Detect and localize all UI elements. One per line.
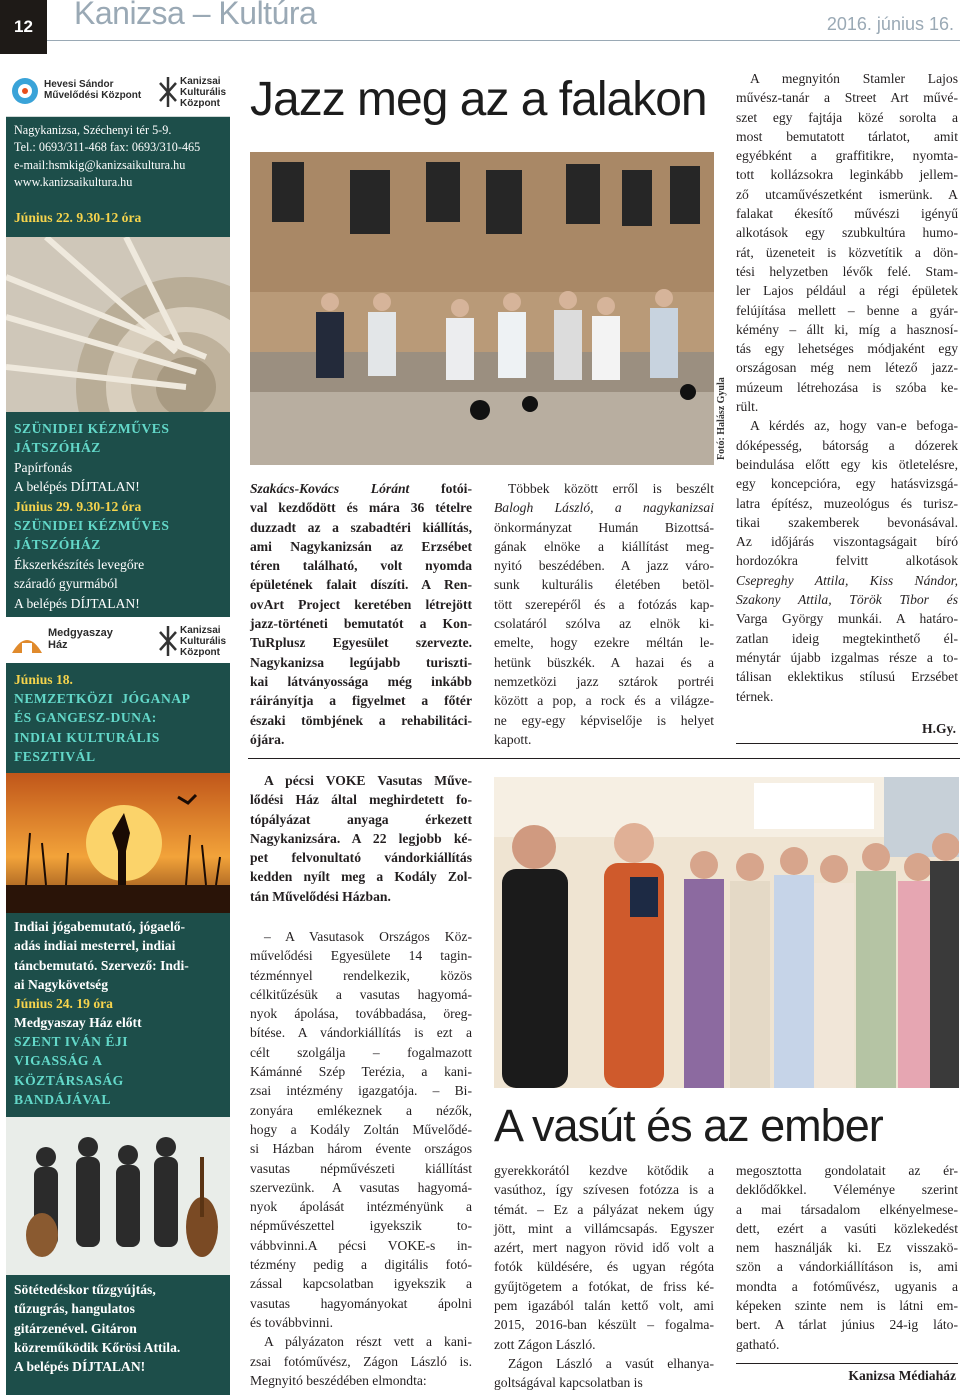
- lead-line: kedden nyílt meg a Kodály Zol-: [250, 869, 472, 885]
- article-1-signature: H.Gy.: [922, 721, 956, 736]
- body-line: bert. A tárlat június 24-ig láto-: [736, 1317, 958, 1333]
- lead-line: északi tömbjének a rehabilitáci-: [250, 712, 472, 728]
- body-line: tézménnyel rendelkezik, közös: [250, 967, 472, 983]
- body-line: rát, üzeneteit is közvetítik a dön-: [736, 244, 958, 260]
- lead-line: jazz-történeti bemutatót a Kon-: [250, 616, 472, 632]
- lead-line: A pécsi VOKE Vasutas Műve-: [264, 773, 472, 788]
- lead-line: téren található, volt nyomda: [250, 558, 472, 574]
- lead-line: Nagykanizsára. A 22 legjobb ké-: [250, 830, 472, 846]
- lead-line: Nagykanizsa legújabb turiszti-: [250, 654, 472, 670]
- logo-strip: [6, 67, 230, 117]
- lead-line: lődési Ház által meghirdetett fo-: [250, 792, 472, 808]
- article-1-col-2: [494, 479, 714, 749]
- event-title-3: NEMZETKÖZI JÓGANAP ÉS GANGESZ-DUNA: INDIAI KULTURÁLIS FESZTIVÁL: [14, 691, 191, 764]
- article-2-col-2: [494, 1161, 714, 1393]
- weaving-image: [6, 237, 230, 412]
- lead-line: tán Művelődési Házban.: [250, 888, 391, 904]
- exhibition-image: [250, 152, 714, 465]
- lead-line: ovArt Project keretében létrejött: [250, 596, 472, 612]
- event-date-3: Június 18.: [14, 672, 73, 687]
- body-line: gyerekkorától kezdve kötődik a: [494, 1163, 714, 1178]
- railway-exhibition-photo: [494, 777, 959, 1088]
- body-line: Csepreghy Attila, Kiss Nándor,: [736, 572, 958, 588]
- body-line: gatható.: [736, 1336, 780, 1352]
- page-number: 12: [0, 0, 47, 54]
- photo-credit: Fotó: Halász Gyula: [716, 377, 727, 460]
- body-line: goltságával kapcsolatban is: [494, 1375, 643, 1391]
- body-line: nyok ápolását intézményünk a: [250, 1199, 472, 1215]
- body-line: tott kollázsokra leginkább jellem-: [736, 167, 958, 183]
- exhibition-photo: [250, 152, 714, 465]
- article-2-headline: A vasút és az ember: [494, 1100, 883, 1151]
- event-desc-2: Ékszerkészítés levegőre száradó gyurmából A belépés DÍJTALAN!: [14, 557, 145, 611]
- body-line: önkormányzat Humán Bizottsá-: [494, 519, 714, 535]
- lead-line: épületének falait díszíti. A Ren-: [250, 577, 472, 593]
- kkk-logo-text: Kanizsai Kulturális Központ: [180, 76, 227, 109]
- event-desc-4: Sötétedéskor tűzgyújtás, tűzugrás, hangulatos gitárzenével. Gitáron közreműködik Kőrösi Attila. A belépés DÍJTALAN!: [14, 1282, 181, 1375]
- body-line: gyűjtögetem a fotókat, de friss ké-: [494, 1278, 714, 1294]
- article-2-signature: Kanizsa Médiaház: [848, 1368, 956, 1383]
- body-line: rült.: [736, 399, 759, 415]
- body-line: A megnyitón Stamler Lajos: [750, 71, 958, 86]
- body-line: tézmény pedig a digitális fotó-: [250, 1257, 472, 1273]
- body-line: hetünk büszkék. A hazai és a: [494, 654, 714, 670]
- body-line: zsai fotóművész, Zágon László is.: [250, 1353, 472, 1369]
- body-line: beindulása előtt egy kis ötletelésre,: [736, 456, 958, 472]
- contact-info: Nagykanizsa, Széchenyi tér 5-9. Tel.: 0693/311-468 fax: 0693/310-465 e-mail:hsmkig@kanizsaikultura.hu www.kanizsaikultura.hu: [14, 123, 201, 189]
- body-line: ménytár újabb izgalmas része a to-: [736, 649, 958, 665]
- body-line: Varga György munkái. A határo-: [736, 611, 958, 627]
- body-line: latra építész, muzeológus és turisz-: [736, 495, 958, 511]
- header-rule: [47, 40, 960, 41]
- body-line: Zágon László a vasút elhanya-: [508, 1355, 714, 1371]
- article-1-headline: Jazz meg az a falakon: [250, 73, 707, 126]
- body-line: egy koncepcióra, egy hatásvizsgá-: [736, 476, 958, 492]
- body-line: zással kapcsolatban igyekszik a: [250, 1276, 472, 1292]
- body-line: tás egy lehetséges módjaként egy: [736, 341, 958, 357]
- kkk-logo-icon: [158, 75, 178, 109]
- body-line: zsai intézmény igazgatója. – Bi-: [250, 1083, 472, 1099]
- body-line: nem használják ki. Ez visszakö-: [736, 1240, 958, 1256]
- body-line: dett, ezért a vasúti közlekedést: [736, 1220, 958, 1236]
- body-line: si Házban három évente országos: [250, 1141, 472, 1157]
- lead-line: ráirányítja a figyelmet a főtér: [250, 693, 472, 709]
- body-line: megosztotta gondolatait az ér-: [736, 1163, 958, 1178]
- body-line: ne egy-egy képviselője is helyet: [494, 712, 714, 728]
- body-line: célt szolgálja – fogalmazott: [250, 1044, 472, 1060]
- body-line: vasúthoz, így szívesen fotózza is a: [494, 1182, 714, 1198]
- body-line: tálisan eklektikus stílusú Erzsébet: [736, 669, 958, 685]
- body-line: zonyára emlékeznek a nézők,: [250, 1102, 472, 1118]
- body-line: szet egy fajtája közé sorolta a: [736, 109, 958, 125]
- body-line: vasutas hagyományokat ápolni: [250, 1295, 472, 1311]
- lead-line: tópályázat anyaga érkezett: [250, 811, 472, 827]
- body-line: művelődési Egyesülete 14 tagin-: [250, 948, 472, 964]
- article-1-end-rule: [736, 743, 958, 744]
- body-line: deklődőkkel. Véleménye szerint: [736, 1182, 958, 1198]
- lead-line: TuRplusz Egyesület szervezte.: [250, 635, 472, 651]
- band-image: [6, 1117, 230, 1275]
- body-line: A pályázaton részt vett a kani-: [264, 1334, 472, 1350]
- band-photo: [6, 1117, 230, 1275]
- body-line: emelte, hogy ezekre méltán le-: [494, 635, 714, 651]
- logo-strip-2: [6, 617, 230, 663]
- body-line: ző utcaművészetként ismerünk. A: [736, 186, 958, 202]
- body-line: bítése. A vándorkiállítás is ezt a: [250, 1025, 472, 1041]
- body-line: országosan még nem létező jazz-: [736, 360, 958, 376]
- lead-line: Szakács-Kovács Lóránt fotói-: [250, 481, 472, 496]
- kkk-logo-text-2: Kanizsai Kulturális Központ: [180, 625, 227, 658]
- body-line: – A Vasutasok Országos Köz-: [264, 929, 472, 944]
- event-desc-1: Papírfonás A belépés DÍJTALAN!: [14, 460, 140, 495]
- body-line: zott Zágon László.: [494, 1336, 596, 1352]
- body-line: Balogh László, a nagykanizsai: [494, 500, 714, 516]
- event-place-4: Medgyaszay Ház előtt: [14, 1015, 142, 1030]
- body-line: gának elnöke a kiállítást meg-: [494, 538, 714, 554]
- event-title-1: SZÜNIDEI KÉZMŰVES JÁTSZÓHÁZ: [14, 421, 170, 456]
- body-line: azért, mert nagyon rövid idő volt a: [494, 1240, 714, 1256]
- event-desc-3: Indiai jógabemutató, jógaelő- adás indiai mesterrel, indiai táncbemutató. Szervező: Indi- ai Nagykövetség: [14, 919, 189, 992]
- body-line: dóképesség, bátorság a dózerek: [736, 437, 958, 453]
- article-2-col-1: [250, 927, 472, 1390]
- weaving-photo: [6, 237, 230, 412]
- body-line: célkitűzésük a vasutas hagyomá-: [250, 986, 472, 1002]
- lead-line: val kezdődött és mára 36 tételre: [250, 500, 472, 516]
- body-line: nemzetközi jazz sztárok portréi: [494, 673, 714, 689]
- body-line: hogy a Kodály Zoltán Művelődé-: [250, 1121, 472, 1137]
- event-date-4: Június 24. 19 óra: [14, 996, 113, 1011]
- body-line: művész-tanár a Street Art művé-: [736, 90, 958, 106]
- body-line: népművészettel igyekszik to-: [250, 1218, 472, 1234]
- body-line: csolatáról szólva az elnök ki-: [494, 616, 714, 632]
- body-line: most bemutatott tárlatot, amit: [736, 128, 958, 144]
- article-1-col-3: [736, 69, 958, 706]
- body-line: pem igazából talán kettő volt, ami: [494, 1298, 714, 1314]
- body-line: tési helyzetben lévők felé. Stam-: [736, 263, 958, 279]
- body-line: képeken szinte nem is látni em-: [736, 1298, 958, 1314]
- lead-line: ami Nagykanizsán az Erzsébet: [250, 538, 472, 554]
- body-line: 2015, 2016-ban készült – fogalma-: [494, 1317, 714, 1333]
- body-line: tikai szakemberek bevonásával.: [736, 514, 958, 530]
- article-1-lead: [250, 479, 472, 749]
- body-line: kémény – állt ki, míg a hasznosí-: [736, 321, 958, 337]
- body-line: alkotások egy szubkultúra humo-: [736, 225, 958, 241]
- hsmk-logo-text: Hevesi Sándor Művelődési Központ: [44, 79, 142, 101]
- event-title-4: SZENT IVÁN ÉJI VIGASSÁG A KÖZTÁRSASÁG BANDÁJÁVAL: [14, 1034, 129, 1107]
- medgyaszay-logo-icon: [10, 625, 44, 655]
- body-line: hordozókra felvitt alkotások: [736, 553, 958, 569]
- event-sidebar: [6, 67, 230, 1395]
- body-line: tött szerepéről és a fotózás kap-: [494, 596, 714, 612]
- lead-author: Szakács-Kovács Lóránt: [250, 481, 410, 496]
- medgyaszay-logo-text: Medgyaszay Ház: [48, 627, 113, 651]
- body-line: Az időjárás viszontagságait bíró: [736, 534, 958, 550]
- lead-line: kai látványossága még inkább: [250, 673, 472, 689]
- yoga-photo: [6, 773, 230, 913]
- article-2-col-3: [736, 1161, 958, 1354]
- body-line: ler Lajos például a régi épületek: [736, 283, 958, 299]
- yoga-image: [6, 773, 230, 913]
- body-line: vábbvinni.A pécsi VOKE-s in-: [250, 1237, 472, 1253]
- body-line: mondta a fotóművész, ugyanis a: [736, 1278, 958, 1294]
- body-line: Többek között erről is beszélt: [508, 481, 714, 496]
- railway-exhibition-image: [494, 777, 959, 1088]
- article-divider: [248, 758, 960, 759]
- article-2-end-rule: [736, 1363, 958, 1364]
- body-line: múzeum létrehozása is szóba ke-: [736, 379, 958, 395]
- body-line: egyébként a graffitikre, nyomta-: [736, 148, 958, 164]
- article-2-lead: [250, 771, 472, 906]
- body-line: kapott.: [494, 731, 532, 747]
- body-line: zatlan ideig megtekinthető él-: [736, 630, 958, 646]
- body-line: falakat ékesítő művészi igényű: [736, 206, 958, 222]
- event-date-2: Június 29. 9.30-12 óra: [14, 499, 142, 514]
- issue-date: 2016. június 16.: [826, 14, 954, 34]
- body-line: térnek.: [736, 688, 774, 704]
- body-line: A kérdés az, hogy van-e befoga-: [750, 418, 958, 434]
- body-line: témát. – Ez a pályázat nekem úgy: [494, 1201, 714, 1217]
- body-line: fotók küldésére, és ugyan régóta: [494, 1259, 714, 1275]
- body-line: a mai társadalom elkényelmese-: [736, 1201, 958, 1217]
- section-title: Kanizsa – Kultúra: [74, 0, 317, 31]
- body-line: és továbbvinni.: [250, 1314, 334, 1330]
- body-line: nyitó beszédében. A jazz váro-: [494, 558, 714, 574]
- event-date-1: Június 22. 9.30-12 óra: [14, 210, 142, 225]
- body-line: Szakony Attila, Török Tibor és: [736, 592, 958, 608]
- body-line: felújítása mellett – benne a gyár-: [736, 302, 958, 318]
- lead-line: duzzadt az a szabadtéri kiállítás,: [250, 519, 472, 535]
- body-line: szervezünk. A vasutas hagyomá-: [250, 1179, 472, 1195]
- body-line: jött, mint a villámcsapás. Egyszer: [494, 1220, 714, 1236]
- body-line: vasutas népművészeti kiállítást: [250, 1160, 472, 1176]
- kkk-logo-icon-2: [158, 624, 178, 658]
- body-line: között a pop, a rock és a világze-: [494, 693, 714, 709]
- body-line: nyok ápolása, továbbadása, öreg-: [250, 1006, 472, 1022]
- body-line: sunk kulturális életében betöl-: [494, 577, 714, 593]
- lead-line: pet felvonultató vándorkiállítás: [250, 850, 472, 866]
- lead-line: ójára.: [250, 731, 285, 747]
- body-line: szön a vándorkiállításon is, ami: [736, 1259, 958, 1275]
- body-line: Megnyitó beszédében elmondta:: [250, 1372, 427, 1388]
- hsmk-logo-icon: [10, 76, 40, 106]
- event-title-2: SZÜNIDEI KÉZMŰVES JÁTSZÓHÁZ: [14, 518, 170, 553]
- body-line: Kámánné Szép Terézia, a kani-: [250, 1064, 472, 1080]
